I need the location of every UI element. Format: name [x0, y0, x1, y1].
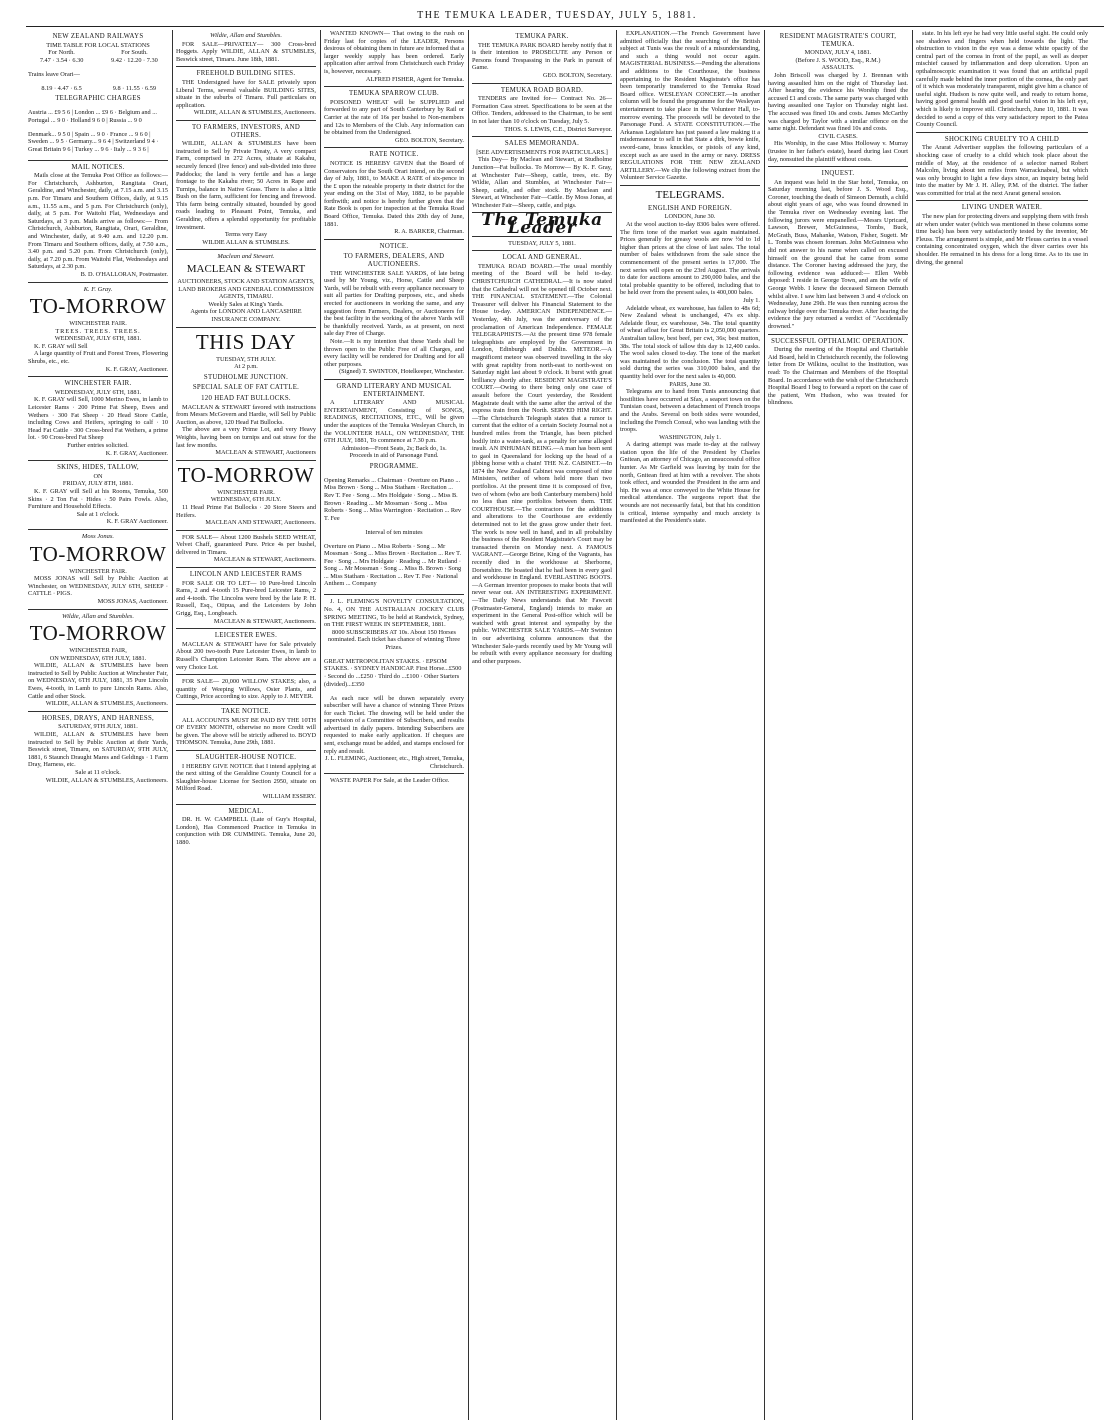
divider — [28, 160, 168, 161]
advert-text: A LITERARY AND MUSICAL ENTERTAINMENT, Consisting of SONGS, READINGS, RECITATIONS, ETC., Will be given under the auspices of the Temuka Wesleyan Church, in the VOLUNTEER HALL, ON WEDNESDAY, THE 6TH JULY, 1881, To commence at 7.30 p.m. — [324, 399, 464, 445]
signature: WILLIAM ESSERY. — [262, 792, 316, 800]
divider — [176, 628, 316, 629]
divider — [324, 147, 464, 148]
advert-text: WASTE PAPER For Sale, at the Leader Office. — [330, 777, 450, 785]
divider — [176, 567, 316, 568]
signature: GEO. BOLTON, Secretary. — [542, 71, 612, 79]
skins-heading: SKINS, HIDES, TALLOW, — [57, 464, 139, 472]
advert-text: DR. H. W. CAMPBELL (Late of Guy's Hospital, London), Has Commenced Practice in Temuka in conjunction with DR CUMMING. Temuka, June 20, 1880. — [176, 816, 316, 846]
sale-time: At 2 p.m. — [234, 363, 258, 371]
divider — [176, 530, 316, 531]
column-rule — [616, 30, 617, 1420]
firm-description: AUCTIONEERS, STOCK AND STATION AGENTS, LAND BROKERS AND GENERAL COMMISSION AGENTS, TIMARU. — [177, 278, 315, 301]
mail-notice: Mails close at the Temuka Post Office as follows:— For Christchurch, Ashburton, Rangitata Orari, Geraldine, and Winchester, daily, at 7.15 a.m. and 3.15 p.m. For Timaru and Southern Offices, daily, at 9.15 a.m., 11.55 a.m., and 5 p.m. For Christchurch (only), daily, at 5 p.m. For Waitohi Flat, Wednesdays and Saturdays, at 3 p.m. Mails arrive as follows:— From Christchurch, Ashburton, Rangitata, Orari, Geraldine, and Winchester, daily, at 9.40 a.m. and 12.20 p.m. From Timaru and Southern offices, daily, at 7.50 a.m., 3.40 p.m. and 5.20 p.m. From Christchurch (only), daily, at 7.20 p.m. From Waitohi Flat, Wednesdays and Saturdays, at 2.30 p.m. — [28, 172, 168, 271]
masthead-rule — [26, 26, 1104, 27]
divider — [28, 460, 168, 461]
signature: J. L. FLEMING, Auctioneer, etc., High street, Temuka, Christchurch. — [325, 755, 464, 770]
take-notice-heading: TAKE NOTICE. — [221, 707, 271, 715]
auctioneer-signature: MACLEAN & STEWART, Auctioneers — [215, 449, 316, 457]
divider — [176, 460, 316, 461]
divider — [324, 86, 464, 87]
divider — [176, 249, 316, 250]
advertiser-heading: Moss Jonas. — [81, 532, 115, 540]
horses-heading: HORSES, DRAYS, AND HARNESS, — [41, 714, 155, 722]
advert-text: WILDIE, ALLAN & STUMBLES have been instructed to Sell by Private Treaty, A very compact Farm, comprised in 272 Acres, situate at Kakahu, securely fenced (live fence) and sub-divided into three Paddocks; the land is very fertile and has a large frontage to the Kakahu river; 50 Acres in Rape and Turnips, balance in Native Grass. There is also a little Bush on the farm, sufficient for fencing and firewood. This farm being centrally situated, bounded by good roads leading to Pleasant Point, Temuka, and Geraldine, offers a splendid opportunity for profitable investment. — [176, 140, 316, 231]
bullocks-heading: 120 HEAD FAT BULLOCKS. — [201, 394, 291, 402]
auctioneer-signature: MACLEAN AND STEWART, Auctioneers. — [205, 519, 316, 527]
divider — [176, 66, 316, 67]
south-times-orari: 9.8 · 11.55 · 6.59 — [112, 84, 157, 92]
weekly-sales: Weekly Sales at King's Yards. — [208, 300, 284, 308]
column-6 — [768, 30, 908, 1420]
freehold-heading: FREEHOLD BUILDING SITES. — [196, 70, 296, 78]
divider — [324, 773, 464, 774]
sparrow-heading: TEMUKA SPARROW CLUB. — [348, 90, 440, 98]
terms-label: Terms very Easy — [224, 231, 268, 239]
advert-text: THE TEMUKA PARK BOARD hereby notify that it is their intention to PROSECUTE any Person or Persons found Trespassing in the Park in pursuit of Game. — [472, 41, 612, 72]
auctioneer-signature: WILDIE ALLAN & STUMBLES. — [202, 238, 290, 246]
advert-text: NOTICE IS HEREBY GIVEN that the Board of Conservators for the South Orari intend, on the second day of July, 1881, to MAKE A RATE of six-pence in the £ upon the rateable property in their district for the year ending on the 31st of May, 1882, to be payable forthwith; and notice is hereby further given that the Rate Book is open for inspection at the Temuka Road Board Office, Temuka. Dated this 20th day of June, 1881. — [324, 159, 464, 228]
this-day-headline: THIS DAY — [195, 329, 297, 354]
column-rule — [764, 30, 765, 1420]
divider — [768, 334, 908, 335]
programme-list: Opening Remarks ... Chairman · Overture on Piano ... Miss Brown · Song ... Miss Statham · Recitation ... Rev T. Fee · Song ... Mrs Holdgate · Song ... Miss B. Brown · Reading ... Mr Mossman · Song ... Miss Roberts · Song ... Miss Warrington · Recitation ... Rev T. Fee — [324, 476, 462, 522]
advertiser-heading: Wildie, Allan and Stumbles. — [210, 32, 282, 39]
column-rule — [172, 30, 173, 1420]
farmers-heading: TO FARMERS, INVESTORS, AND OTHERS. — [191, 123, 301, 139]
sale-date: TUESDAY, 5TH JULY. — [216, 355, 276, 363]
advert-text: I HEREBY GIVE NOTICE that I intend applying at the next sitting of the Geraldine County Council for a Slaughter-house License for Section 2950, situate on Milford Road. — [176, 762, 316, 793]
divider — [620, 185, 760, 186]
signature: GEO. BOLTON, Secretary. — [394, 136, 464, 144]
divider — [472, 83, 612, 84]
advert-text: A large quantity of Fruit and Forest Trees, Flowering Shrubs, etc., etc. — [28, 350, 168, 366]
telegraphic-charges: Denmark... 9 5 0 | Spain ... 9 0 · France ... 9 6 0 | Sweden ... 9 5 · Germany... 9 6 4 | Switzerland 9 4 · Great Britain 9 6 | Turkey ... 9 6 · Italy ... 9 3 6 | — [28, 130, 159, 153]
railways-heading: NEW ZEALAND RAILWAYS — [52, 33, 144, 40]
court-before: (Before J. S. WOOD, Esq., R.M.) — [795, 56, 881, 64]
court-date: MONDAY, JULY 4, 1881. — [804, 49, 872, 57]
assaults-heading: ASSAULTS. — [821, 64, 855, 72]
rate-heading: RATE NOTICE. — [369, 151, 419, 159]
under-water-heading: LIVING UNDER WATER. — [961, 204, 1043, 212]
telegrams-heading: TELEGRAMS. — [655, 188, 725, 201]
signature: THOS. S. LEWIS, C.E., District Surveyor. — [504, 125, 612, 133]
advert-text: ALL ACCOUNTS MUST BE PAID BY THE 10TH OF EVERY MONTH, otherwise no more Credit will be given. The above will be strictly adhered to. BOYD THOMSON. Temuka, June 29th, 1881. — [176, 716, 316, 747]
article-text: At the wool auction to-day 8306 bales were offered. The firm tone of the market was again maintained. Prices generally for greasy wools are now ½d to 1d higher than prices at the close of last sales. The total number of bales withdrawn from the sale since the commencement of the present series is 17,000. The next series will open on the 23rd August. The arrivals to date for auctions amount to 290,000 bales, and the total probable quantity to be offered, including that to be held over from the present sales, is 400,000 bales. — [620, 221, 760, 297]
cruelty-heading: SHOCKING CRUELTY TO A CHILD — [944, 135, 1060, 143]
divider — [324, 379, 464, 380]
sales-list: This Day— By Maclean and Stewart, at Studholme Junction—Fat bullocks. To Morrow— By K. F. Gray, at Winchester Fair—Sheep, cattle, trees, etc. By Wildie, Allan and Stumbles, at Winchester Fair—Sheep, cattle, and other stock. By Maclean and Stewart, at Winchester Fair—Cattle. By Moss Jonas, at Winchester Fair—Sheep, cattle, and pigs. — [472, 156, 612, 209]
sale-date: WEDNESDAY, 6TH JULY. — [210, 496, 282, 504]
auctioneer-signature: MOSS JONAS, Auctioneer. — [97, 597, 168, 605]
column-2 — [176, 30, 316, 1420]
column-3 — [324, 30, 464, 1420]
advert-text: POISONED WHEAT will be SUPPLIED and forwarded to any part of South Canterbury by Rail or Carrier at the rate of 16s per bushel to Non-members and 12s to Members of the Club. Any information can be obtained from the Undersigned. — [324, 98, 464, 137]
north-times: 7.47 · 3.54 · 6.30 — [39, 56, 84, 64]
advert-text: Further entries solicited. — [67, 442, 129, 450]
advert-text: 8000 SUBSCRIBERS AT 10s. About 150 Horses nominated. Each ticket has chance of winning Three Prizes. — [327, 628, 461, 651]
divider — [324, 239, 464, 240]
issue-date: TUESDAY, JULY 5, 1881. — [508, 239, 576, 247]
advert-text: THE WINCHESTER SALE YARDS, of late being used by Mr Young, viz., Horse, Cattle and Sheep Yards, will be rebuilt with every appliance necessary to suit all parties for Drafting purposes, etc., and sheds erected for auctioneers in working the same, and any suggestion from Farmers, Dealers, or Auctioneers for the best facility in the working of the above Yards will be thankfully received. Yards, as at present, on next sale day Free of Charge. — [324, 269, 464, 338]
on-label: ON — [93, 472, 103, 480]
article-text: Telegrams are to hand from Tunis announcing that hostilities have occurred at Sfax, a seaport town on the Tunisian coast, between a detachment of French troops and the Arabs. Several on both sides were wounded, including the French Consul, who was landing with the troops. — [620, 388, 760, 434]
sale-date: FRIDAY, JULY 8TH, 1881. — [62, 480, 134, 488]
postmaster-signature: B. D. O'HALLORAN, Postmaster. — [80, 270, 168, 278]
civil-heading: CIVIL CASES. — [818, 132, 858, 140]
admission: Admission—Front Seats, 2s; Back do, 1s. — [341, 444, 447, 452]
advert-text: K. F. GRAY will Sell, 1000 Merino Ewes, in lamb to Leicester Rams · 200 Prime Fat Sheep, Ewes and Wethers · 300 Fat Sheep · 20 Head Store Cattle, including Cows and Heifers, springing to calf · 10 Head Fat Cattle · 300 Cross-bred Fat Wethers, a prime lot. · 90 Cross-bred Fat Sheep — [28, 396, 168, 442]
court-heading: RESIDENT MAGISTRATE'S COURT, TEMUKA. — [779, 33, 897, 48]
newspaper-masthead: The Temuka Leader — [481, 210, 603, 239]
north-heading: For North. — [48, 49, 75, 57]
auctioneer-signature: K. F. GRAY Auctioneer. — [106, 518, 168, 526]
south-times: 9.42 · 12.20 · 7.30 — [111, 56, 158, 64]
trees-heading: TREES. TREES. TREES. — [55, 327, 141, 335]
tomorrow-headline: TO-MORROW — [29, 621, 167, 646]
advert-text: Note.—It is my intention that these Yards shall be thrown open to the Public Free of all Charges, and every facility will be rendered for Drafting and for all other purposes. — [324, 337, 464, 368]
divider — [916, 200, 1088, 201]
divider — [176, 704, 316, 705]
column-1 — [28, 30, 168, 1420]
interval: Interval of ten minutes — [365, 528, 423, 536]
advert-text: MOSS JONAS will Sell by Public Auction at Winchester, on WEDNESDAY, JULY 6TH, SHEEP · CATTLE · PIGS. — [28, 575, 168, 598]
divider — [28, 711, 168, 712]
divider — [28, 376, 168, 377]
column-rule — [912, 30, 913, 1420]
advert-text: FOR SALE— 20,000 WILLOW STAKES; also, a quantity of Weeping Willows, Osier Plants, and Cuttings, Price according to size. Apply to J. MEYER. — [176, 678, 316, 701]
advert-text: FOR SALE—PRIVATELY— 300 Cross-bred Hoggets. Apply WILDIE, ALLAN & STUMBLES, Beswick street, Timaru. June 18th, 1881. — [176, 40, 316, 63]
advertiser-heading: K. F. Gray. — [83, 285, 113, 293]
tomorrow-headline: TO-MORROW — [177, 462, 315, 487]
auctioneer-signature: K. F. GRAY, Auctioneer. — [105, 365, 168, 373]
sale-time: Sale at 11 o'clock. — [75, 769, 121, 777]
column-rule — [468, 30, 469, 1420]
fair-heading: WINCHESTER FAIR. — [69, 320, 127, 328]
rams-heading: LINCOLN AND LEICESTER RAMS — [189, 571, 303, 579]
slaughter-heading: SLAUGHTER-HOUSE NOTICE. — [195, 753, 297, 761]
north-times-orari: 8.19 · 4.47 · 6.5 — [41, 84, 82, 92]
stakes-list: GREAT METROPOLITAN STAKES. · EPSOM STAKES. · SYDNEY HANDICAP. First Horse...£500 · Second do ...£250 · Third do ...£100 · Other Starters (divided)...£350 — [324, 657, 462, 688]
divider — [176, 804, 316, 805]
ewes-heading: LEICESTER EWES. — [214, 632, 278, 640]
divider — [176, 327, 316, 328]
article-text: His Worship, in the case Miss Holloway v. Murray (trustee in her father's estate), heard during last Court day, nonsuited the plaintiff without costs. — [768, 140, 908, 163]
signature: (Signed) T. SWINTON, Hotelkeeper, Winchester. — [339, 368, 464, 376]
advert-text: 11 Head Prime Fat Bullocks · 20 Store Steers and Heifers. — [176, 503, 316, 519]
signature: R. A. BARKER, Chairman. — [394, 228, 464, 236]
telegraphic-charges: Austria ... £9 5 6 | London ... £9 6 · Belgium and ... Portugal ... 9 0 · Holland 9 6 0 | Russia ... 9 0 — [28, 109, 157, 124]
fair-heading: WINCHESTER FAIR. — [64, 380, 132, 388]
advert-text: MACLEAN & STEWART have for Sale privately About 200 two-tooth Pure Leicester Ewes, in lamb to Russell's Champion Leicester Ram. The above are a very Choice Lot. — [176, 640, 316, 671]
article-text: The new plan for protecting divers and supplying them with fresh air when under water (which was mentioned in these columns some time back) has been very satisfactorily tested by the inventor, Mr Fleuss. The arrangement is simple, and Mr Fleuss carries in a vessel containing concentrated oxygen, which the diver carries over his shoulder. He remained in his dress for a long time. As to its use in diving, the general — [916, 213, 1088, 266]
divider — [28, 282, 168, 283]
farmers-heading: TO FARMERS, DEALERS, AND AUCTIONEERS. — [343, 253, 445, 269]
programme-heading: PROGRAMME. — [369, 462, 419, 470]
article-text: John Briscoll was charged by J. Brennan with having assaulted him on the night of Thursday last. After hearing the evidence his Worship fined the accused £1 and costs. The same party was charged with having assaulted one Taylor on Thursday night last. The accused was fined 10s and costs. James McCarthy was charged by Taylor with a similar offence on the same night. Defendant was fined 10s and costs. — [768, 71, 908, 133]
divider — [176, 120, 316, 121]
mail-heading: MAIL NOTICES. — [71, 163, 125, 171]
column-rule — [320, 30, 321, 1420]
advert-text: TENDERS are Invited for— Contract No. 26—Formation Cass street. Specifications to be seen at the Office. Tenders, addressed to the Chairman, to be sent in not later than 10 o'clock on Tuesday, July 5. — [472, 95, 612, 125]
article-text: The Ararat Advertiser supplies the following particulars of a shocking case of cruelty to a child which took place about the middle of May, at the residence of a selector named Robert Malcolm, living about ten miles from Warracknabeal, but which was only brought to light a few days since, an inquiry being held into the matter by Mr J. H. Alley, P.M. of the district. The father was committed for trial at the next Ararat general session. — [916, 144, 1088, 197]
notice-heading: NOTICE. — [379, 242, 409, 250]
article-text: During the meeting of the Hospital and Charitable Aid Board, held in Christchurch recently, the following letter from Dr Wilkins, oculist to the Institution, was read: To the Chairman and Members of the Hospital Board. In accordance with the wish of the Christchurch Hospital Board I beg to forward a report on the case of the patient, Wm Hudson, who was treated for blindness. — [768, 346, 908, 407]
advertiser-heading: Wildie, Allan and Stumbles. — [62, 612, 134, 620]
auctioneer-signature: WILDIE, ALLAN & STUMBLES, Auctioneers. — [193, 109, 316, 117]
sale-date: WEDNESDAY, JULY 6TH, 1881. — [54, 388, 142, 396]
sale-date: SATURDAY, 9TH JULY, 1881. — [58, 723, 138, 731]
divider — [28, 609, 168, 610]
article-text: EXPLANATION.—The French Government have admitted officially that the searching of the British subject at Tunis was the result of a misunderstanding, and such a thing would not occur again. MAGISTERIAL BUSINESS.—Pending the alterations and additions to the Courthouse, the business appertaining to the Resident Magistrate's office has been temporarily transferred to the Temuka Road Board office. WESLEYAN CONCERT.—In another column will be found the programme for the Wesleyan entertainment to take place in the Volunteer Hall, to-morrow evening. The proceeds will be devoted to the Parsonage Fund. A STATE CONSTITUTION.—The Arkansas Legislature has just passed a law making it a misdemeanour to sell in that State a dirk, bowie knife, sword-cane, brass knuckles, or pistols of any kind, except such as are used in the army or navy. DRESS REGULATIONS FOR THE NEW ZEALAND ARTILLERY.—We clip the following extract from the Volunteer Service Gazette. — [620, 30, 760, 182]
medical-heading: MEDICAL. — [228, 807, 264, 815]
article-text: A daring attempt was made to-day at the railway station upon the life of the President by Charles Gnitean, an attorney of Chicago, an unsuccessful office hunter. As Mr Garfield was leaving by train for the north, Gnitean fired at him with a revolver. The shots took effect, and wounded the President in the arm and hip. He was at once conveyed to the White House for medical attendance. The surgeons report that the wounds are not necessarily fatal, but that his condition is critical, intense sympathy and much anxiety is manifested at the President's state. — [620, 441, 760, 525]
sales-memoranda-heading: SALES MEMORANDA. — [504, 140, 580, 148]
column-7 — [916, 30, 1088, 1420]
fair-heading: WINCHESTER FAIR, — [69, 647, 127, 655]
agents-label: Agents for LONDON AND LANCASHIRE INSURANCE COMPANY. — [190, 308, 302, 323]
dateline: WASHINGTON, July 1. — [659, 433, 721, 441]
trains-orari: Trains leave Orari— — [28, 70, 80, 78]
signature: ALFRED FISHER, Agent for Temuka. — [365, 75, 464, 83]
south-heading: For South. — [121, 49, 148, 57]
article-text: An inquest was held in the Star hotel, Temuka, on Saturday morning last, before J. S. Wood Esq., Coroner, touching the death of Simeon Demuth, a child about eight years of age, who was found drowned in the Temuka river on Wednesday evening last. The following jurors were empanelled.—Messrs Upricard, Lawson, Brewer, McGuinness, Tombs, Buck, McGrath, Buss, Mahanke, Watson, Fisher, Sugett. Mr L. Tombs was chosen foreman. John McGuinness who did not answer to his name when called on excused himself on the ground that he came from some distance. The Coroner having addressed the jury, the following evidence was adduced:— Ellen Webb deposed: I reside in George Town, and am the wife of George Webb. I knew the deceased Simeon Demuth whilst alive. I saw him last between 3 and 4 o'clock on Wednesday, June 29th. He was then running across the railway bridge over the Temuka river. After hearing the evidence the jury returned a verdict of "Accidentally drowned." — [768, 178, 908, 330]
auctioneer-signature: WILDIE, ALLAN & STUMBLES, Auctioneers. — [45, 700, 168, 708]
fair-heading: WINCHESTER FAIR. — [217, 488, 275, 496]
advert-text: K. F. GRAY will Sell at his Rooms, Temuka, 500 Skins · 2 Ton Fat · Hides · 50 Pairs Fowls. Also, Furniture and Household Effects. — [28, 487, 168, 511]
entertainment-heading: GRAND LITERARY AND MUSICAL ENTERTAINMENT. — [336, 382, 452, 398]
advert-text: WILDIE, ALLAN & STUMBLES have been instructed to Sell by Public Auction at Winchester Fair, on WEDNESDAY, 6TH JULY, 1881, 35 Pure Lincoln Ewes, 4-tooth, in Lamb to pure Lincoln Rams. Also, Cattle and other Stock. — [28, 662, 168, 700]
programme-list: Overture on Piano ... Miss Roberts · Song ... Mr Mossman · Song ... Miss Brown · Recitation ... Rev T. Fee · Song ... Mrs Holdgate · Reading ... Mr Rutland · Song ... Mr Mossman · Song ... Miss B. Brown · Song ... Miss Statham · Recitation ... Rev T. Fee · National Anthem ... Company — [324, 542, 462, 588]
divider — [324, 594, 464, 595]
local-general-heading: LOCAL AND GENERAL. — [502, 254, 582, 262]
tomorrow-headline: TO-MORROW — [29, 294, 167, 319]
location-heading: STUDHOLME JUNCTION. — [203, 373, 289, 381]
divider — [768, 166, 908, 167]
auctioneer-signature: K. F. GRAY, Auctioneer. — [105, 449, 168, 457]
special-sale-heading: SPECIAL SALE OF FAT CATTLE. — [192, 384, 300, 392]
telegraphic-heading: TELEGRAPHIC CHARGES — [55, 95, 141, 103]
park-heading: TEMUKA PARK. — [515, 33, 569, 40]
advert-text: FOR SALE OR TO LET— 10 Pure-bred Lincoln Rams, 2 and 4-tooth 15 Pure-bred Leicester Rams, 2 and 4-tooth. The Lincolns were bred by the late P. H. Russell, Esq., Otipua, and the Leicesters by John Grigg, Esq., Longbeach. — [176, 579, 316, 618]
english-foreign-heading: ENGLISH AND FOREIGN. — [648, 204, 732, 212]
road-board-heading: TEMUKA ROAD BOARD. — [500, 86, 584, 94]
article-text: TEMUKA ROAD BOARD.—The usual monthly meeting of the Board will be held to-day. CHRISTCHURCH CATHEDRAL.—It is now stated that the Cathedral will not be opened till October next. THE FINANCIAL STATEMENT.—The Colonial Treasurer will deliver his Financial Statement to the House to-day. AMERICAN INDEPENDENCE.—Yesterday, 4th July, was the anniversary of the proclamation of American Independence. FEMALE TELEGRAPHISTS.—At the present time 978 female telegraphists are employed by the Government in London, Edinburgh and Dublin. METEOR.—A magnificent meteor was observed travelling in the sky with great rapidity from north-east to north-west on Saturday night last about 9 o'clock. It burst with great brilliancy shortly after. RESIDENT MAGISTRATE'S COURT.—Owing to there being only one case of assault before the Court yesterday, the Resident Magistrate dealt with the same after the arrival of the express train from the North. SERVED HIM RIGHT.—The Christchurch Telegraph states that a rumor is current that the editor of a certain Society Journal not a hundred miles from the Triangle, has been pitched bodily into a water-tank, as a penalty for some alleged insult. AN INHUMAN BEING.—A man has been sent to gaol in Queensland for locking up the head of a jibbing horse with a chain! THE N.Z. CABINET.—In 1874 the New Zealand Cabinet was composed of nine Ministers, neither of whom held more than two portfolios. At the present time it is composed of five, two of whom (who are both Canterbury members) hold no less than nine portfolios between them. THE COURTHOUSE.—The contractors for the additions and alterations to the Courthouse are evidently determined not to let the grass grow under their feet. The work is now well in hand, and in all probability the business of the Resident Magistrate's Court may be transacted therein on Monday next. A FAMOUS VAGRANT.—George Brine, King of the Vagrants, has recently died in the workhouse at Sherborne, Dorsetshire. He boasted that he had been in every gaol and workhouse in England. EVERLASTING BOOTS.—A German inventor proposes to make boots that will never wear out. AN INTERESTING EXPERIMENT.—The Daily News understands that Mr Fawcett (Postmaster-General, England) intends to make an experiment in the General Post-office which will be watched with great interest and sympathy by the public. WINCHESTER SALE YARDS.—Mr Swinton in our advertising columns announces that the Winchester Sale-yards recently used by Mr Young will be rebuilt with every appliance necessary for drafting and other purposes. — [472, 262, 612, 665]
article-text: Adelaide wheat, ex warehouse, has fallen to 48s 6d; New Zealand wheat is unchanged, 47s ex ship. Adelaide flour, ex warehouse, 34s. The total quantity of wheat afloat for Great Britain is 2,050,000 quarters. Australian tallow, best beef, per cwt, 36s; best mutton, 38s. The total stock of tallow this day is 12,400 casks. The wool sales closed to-day. The tone of the market was maintained to the conclusion. The total quantity sold during the series was 310,000 bales, and the quantity held over for the next sales is 40,000. — [620, 304, 760, 380]
advertiser-heading: Maclean and Stewart. — [217, 253, 275, 261]
advert-text: THE Undersigned have for SALE privately upon Liberal Terms, several valuable BUILDING SITES, situate in the suburbs of Timaru. Full particulars on application. — [176, 78, 316, 109]
advert-text: The above are a very Prime Lot, and very Heavy Weights, having been on turnips and oat straw for the last few months. — [176, 426, 316, 449]
advert-text: J. L. FLEMING'S NOVELTY CONSULTATION, No. 4, ON THE AUSTRALIAN JOCKEY CLUB SPRING MEETING, To be held at Randwick, Sydney, on THE FIRST WEEK IN SEPTEMBER, 1881. — [324, 598, 464, 629]
fair-heading: WINCHESTER FAIR. — [69, 567, 127, 575]
divider — [176, 674, 316, 675]
auctioneer-signature: WILDIE, ALLAN & STUMBLES, Auctioneers. — [45, 776, 168, 784]
firm-name: MACLEAN & STEWART — [186, 263, 306, 276]
advert-text: K. F. GRAY will Sell — [34, 342, 88, 350]
proceeds: Proceeds in aid of Parsonage Fund. — [349, 452, 439, 460]
auctioneer-signature: MACLEAN & STEWART, Auctioneers. — [213, 556, 316, 564]
divider — [176, 750, 316, 751]
masthead: THE TEMUKA LEADER, TUESDAY, JULY 5, 1881. — [417, 10, 697, 21]
dateline: LONDON, June 30. — [664, 213, 716, 221]
advert-text: WILDIE, ALLAN & STUMBLES have been instructed to Sell by Public Auction at their Yards, Beswick street, Timaru, on SATURDAY, 9TH JULY, 1881, 6 Staunch Draught Mares and Geldings · 1 Farm Dray, Harness, etc. — [28, 731, 168, 769]
advert-text: FOR SALE— About 1200 Bushels SEED WHEAT, Velvet Chaff, guaranteed Pure. Price 4s per bushel, delivered in Timaru. — [176, 533, 316, 556]
auctioneer-signature: MACLEAN & STEWART, Auctioneers. — [213, 617, 316, 625]
column-4 — [472, 30, 612, 1420]
ophthalmic-heading: SUCCESSFUL OPTHALMIC OPERATION. — [771, 337, 905, 345]
inquest-heading: INQUEST. — [821, 170, 855, 178]
sale-date: ON WEDNESDAY, 6TH JULY, 1881. — [49, 654, 147, 662]
sales-subheading: [SEE ADVERTISEMENTS FOR PARTICULARS.] — [476, 148, 608, 156]
sale-date: WEDNESDAY, JULY 6TH, 1881. — [54, 335, 142, 343]
train-times — [28, 49, 168, 64]
train-times-orari — [28, 85, 168, 93]
tomorrow-headline: TO-MORROW — [29, 541, 167, 566]
dateline: PARIS, June 30. — [669, 380, 711, 388]
advert-text: As each race will be drawn separately every subscriber will have a chance of winning Three Prizes for each Ticket. The drawing will be held under the supervision of a Committee of Subscribers, and results advertised in daily papers. Intending Subscribers are requested to make early application. If cheques are sent, exchange must be added, and stamps enclosed for reply and result. — [324, 694, 464, 755]
divider — [28, 529, 168, 530]
sale-time: Sale at 1 o'clock. — [76, 510, 120, 518]
divider — [472, 250, 612, 251]
column-5 — [620, 30, 760, 1420]
advert-text: MACLEAN & STEWART favored with instructions from Messrs McGovern and Hardie, will Sell by Public Auction, as above, 120 Head Fat Bullocks. — [176, 403, 316, 426]
advert-text: WANTED KNOWN— That owing to the rush on Friday last for copies of the LEADER, Persons desirous of obtaining them in future are informed that a larger weekly supply has been ordered. Early application after arrival from Christchurch each Friday is, however, necessary. — [324, 30, 464, 75]
dateline: July 1. — [743, 297, 760, 304]
divider — [472, 136, 612, 137]
divider — [916, 132, 1088, 133]
timetable-heading: TIME TABLE FOR LOCAL STATIONS — [46, 41, 150, 49]
article-text: state. In his left eye he had very little useful sight. He could only see shadows and fingers when held towards the light. The obstruction to vision in the eye was a dense white opacity of the central part of the cornea in front of the pupil, as well as deeper mischief caused by inflammation and deep ulceration. Upon an opthalmoscopic examination it was found that an artificial pupil carefully made behind the inner portion of the cornea, the only part of it which was moderately transparent, might give him a chance of useful sight. Hudson is now quite well, and ready to return home, having good general health and good useful vision in his left eye, which is likely to improve still. Christchurch, June 10, 1881. It was decided to send a copy of this very satisfactory report to the Patea County Council. — [916, 30, 1088, 129]
